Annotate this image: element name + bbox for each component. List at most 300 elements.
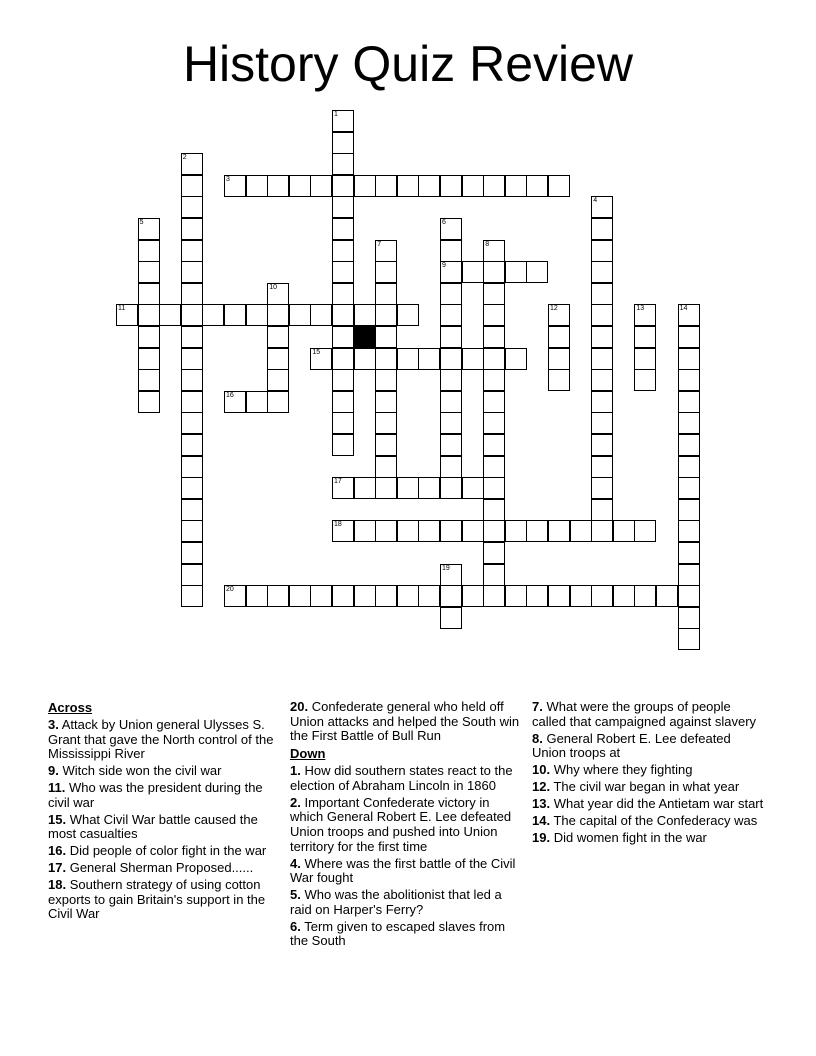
grid-cell[interactable] [678, 585, 700, 607]
clue-item [48, 844, 284, 859]
clue-number: 2 [182, 154, 187, 162]
across-clue-list-continued [290, 700, 526, 744]
grid-cell[interactable] [418, 175, 440, 197]
grid-cell[interactable] [634, 520, 656, 542]
clue-number: 14 [679, 305, 688, 313]
grid-cell[interactable] [570, 520, 592, 542]
grid-cell[interactable] [440, 304, 462, 326]
grid-cell[interactable] [656, 585, 678, 607]
grid-cell[interactable] [483, 369, 505, 391]
grid-cell[interactable] [332, 412, 354, 434]
down-clue-list [290, 764, 526, 949]
clue-item [48, 861, 284, 876]
clue-item-number: 13. [532, 796, 551, 812]
grid-cell[interactable] [440, 607, 462, 629]
clue-item [290, 796, 526, 854]
grid-cell[interactable] [591, 348, 613, 370]
grid-cell[interactable] [678, 304, 700, 326]
grid-cell[interactable] [483, 283, 505, 305]
grid-cell[interactable] [224, 304, 246, 326]
grid-cell[interactable] [483, 412, 505, 434]
grid-cell[interactable] [548, 348, 570, 370]
grid-cell[interactable] [591, 456, 613, 478]
clue-item-text: How did southern states react to the election of Abraham Lincoln in 1860 [290, 763, 513, 793]
grid-cell[interactable] [483, 326, 505, 348]
clue-item-number: 14. [532, 813, 551, 829]
clue-item-number: 7. [532, 699, 543, 714]
clue-item [290, 920, 526, 949]
grid-cell[interactable] [634, 326, 656, 348]
grid-cell[interactable] [310, 175, 332, 197]
clue-item-text: Term given to escaped slaves from the South [290, 918, 506, 949]
grid-cell[interactable] [267, 326, 289, 348]
grid-cell[interactable] [375, 348, 397, 370]
clue-item-number: 5. [290, 887, 301, 903]
grid-cell[interactable] [483, 520, 505, 542]
clue-number: 12 [550, 305, 558, 313]
grid-cell[interactable] [181, 304, 203, 326]
black-cell [354, 326, 376, 348]
grid-cell[interactable] [181, 369, 203, 391]
grid-cell[interactable] [181, 520, 203, 542]
grid-cell[interactable] [678, 369, 700, 391]
grid-cell[interactable] [440, 585, 462, 607]
grid-cell[interactable] [613, 520, 635, 542]
grid-cell[interactable] [310, 304, 332, 326]
across-clue-list [48, 718, 284, 922]
clue-item-number: 4. [290, 855, 301, 871]
grid-cell[interactable] [526, 520, 548, 542]
clue-number: 11 [118, 305, 126, 313]
grid-cell[interactable] [224, 585, 246, 607]
clue-item-text: Where was the first battle of the Civil War fought [290, 855, 516, 886]
clue-number: 13 [636, 305, 645, 313]
grid-cell[interactable] [397, 348, 419, 370]
clues-column-3 [532, 700, 768, 848]
grid-cell[interactable] [224, 175, 246, 197]
grid-cell[interactable] [526, 261, 548, 283]
grid-cell[interactable] [678, 564, 700, 586]
grid-cell[interactable] [138, 283, 160, 305]
grid-cell[interactable] [591, 477, 613, 499]
clue-item-number: 18. [48, 877, 67, 893]
grid-cell[interactable] [634, 585, 656, 607]
grid-cell[interactable] [483, 499, 505, 521]
clue-item [48, 718, 284, 762]
grid-cell[interactable] [375, 240, 397, 262]
grid-cell[interactable] [678, 391, 700, 413]
grid-cell[interactable] [375, 391, 397, 413]
clue-item [532, 732, 768, 761]
grid-cell[interactable] [591, 326, 613, 348]
clue-item-number: 20. [290, 699, 309, 714]
grid-cell[interactable] [418, 348, 440, 370]
clue-item-number: 10. [532, 762, 551, 778]
grid-cell[interactable] [332, 520, 354, 542]
grid-cell[interactable] [181, 326, 203, 348]
grid-cell[interactable] [591, 585, 613, 607]
grid-cell[interactable] [375, 304, 397, 326]
grid-cell[interactable] [440, 477, 462, 499]
grid-cell[interactable] [440, 218, 462, 240]
grid-cell[interactable] [246, 391, 268, 413]
grid-cell[interactable] [332, 477, 354, 499]
grid-cell[interactable] [418, 477, 440, 499]
grid-cell[interactable] [548, 304, 570, 326]
grid-cell[interactable] [310, 585, 332, 607]
grid-cell[interactable] [375, 175, 397, 197]
grid-cell[interactable] [591, 499, 613, 521]
grid-cell[interactable] [354, 585, 376, 607]
grid-cell[interactable] [375, 326, 397, 348]
clue-number: 15 [312, 348, 321, 356]
grid-cell[interactable] [267, 369, 289, 391]
clue-item-text: Witch side won the civil war [62, 763, 222, 779]
grid-cell[interactable] [397, 304, 419, 326]
grid-cell[interactable] [181, 542, 203, 564]
grid-cell[interactable] [462, 261, 484, 283]
grid-cell[interactable] [138, 348, 160, 370]
clue-item-text: General Sherman Proposed...... [69, 860, 254, 876]
grid-cell[interactable] [526, 585, 548, 607]
grid-cell[interactable] [181, 412, 203, 434]
clue-number: 3 [226, 175, 230, 183]
clue-item [290, 764, 526, 793]
clue-number: 10 [269, 283, 277, 291]
grid-cell[interactable] [483, 240, 505, 262]
clue-item [48, 878, 284, 922]
grid-cell[interactable] [591, 196, 613, 218]
clue-number: 17 [334, 478, 342, 486]
grid-cell[interactable] [678, 607, 700, 629]
clue-number: 19 [442, 564, 450, 572]
grid-cell[interactable] [418, 520, 440, 542]
grid-cell[interactable] [678, 456, 700, 478]
grid-cell[interactable] [570, 585, 592, 607]
grid-cell[interactable] [332, 369, 354, 391]
grid-cell[interactable] [246, 175, 268, 197]
grid-cell[interactable] [678, 326, 700, 348]
grid-cell[interactable] [332, 153, 354, 175]
clue-item-number: 9. [48, 763, 59, 779]
grid-cell[interactable] [354, 477, 376, 499]
clue-item [532, 700, 768, 729]
grid-cell[interactable] [397, 175, 419, 197]
grid-cell[interactable] [440, 412, 462, 434]
clue-item [290, 888, 526, 917]
clue-item-text: Who was the abolitionist that led a raid on Harper's Ferry? [290, 887, 502, 917]
grid-cell[interactable] [181, 175, 203, 197]
clue-item-number: 15. [48, 811, 67, 827]
grid-cell[interactable] [678, 348, 700, 370]
clue-number: 1 [334, 111, 338, 118]
grid-cell[interactable] [678, 542, 700, 564]
grid-cell[interactable] [440, 391, 462, 413]
clue-item-number: 3. [48, 717, 59, 732]
grid-cell[interactable] [483, 391, 505, 413]
grid-cell[interactable] [505, 348, 527, 370]
grid-cell[interactable] [375, 434, 397, 456]
grid-cell[interactable] [181, 499, 203, 521]
grid-cell[interactable] [440, 326, 462, 348]
grid-cell[interactable] [375, 585, 397, 607]
grid-cell[interactable] [440, 564, 462, 586]
grid-cell[interactable] [332, 175, 354, 197]
grid-cell[interactable] [332, 110, 354, 132]
grid-cell[interactable] [591, 412, 613, 434]
clue-item-number: 17. [48, 860, 67, 876]
grid-cell[interactable] [332, 434, 354, 456]
clue-item [290, 700, 526, 744]
grid-cell[interactable] [591, 369, 613, 391]
clue-item-text: Who was the president during the civil war [48, 780, 263, 810]
grid-cell[interactable] [224, 391, 246, 413]
grid-cell[interactable] [440, 175, 462, 197]
grid-cell[interactable] [181, 348, 203, 370]
grid-cell[interactable] [267, 175, 289, 197]
grid-cell[interactable] [332, 326, 354, 348]
grid-cell[interactable] [505, 520, 527, 542]
clue-number: 18 [334, 521, 342, 529]
grid-cell[interactable] [116, 304, 138, 326]
grid-cell[interactable] [332, 585, 354, 607]
grid-cell[interactable] [138, 369, 160, 391]
clue-item-number: 6. [290, 918, 301, 934]
clue-number: 6 [442, 219, 446, 226]
clue-item [532, 780, 768, 795]
grid-cell[interactable] [375, 261, 397, 283]
grid-cell[interactable] [483, 477, 505, 499]
grid-cell[interactable] [375, 477, 397, 499]
clue-item-text: Important Confederate victory in which General Robert E. Lee defeated Union troops and pushed into Union territory for the first time [290, 794, 512, 854]
grid-cell[interactable] [678, 477, 700, 499]
clue-item [290, 857, 526, 886]
grid-cell[interactable] [375, 520, 397, 542]
clue-number: 5 [139, 219, 144, 226]
grid-cell[interactable] [332, 391, 354, 413]
grid-cell[interactable] [181, 434, 203, 456]
grid-cell[interactable] [591, 283, 613, 305]
grid-cell[interactable] [678, 520, 700, 542]
grid-cell[interactable] [267, 348, 289, 370]
clue-item [48, 764, 284, 779]
grid-cell[interactable] [181, 196, 203, 218]
clue-item-text: Southern strategy of using cotton exports to gain Britain's support in the Civil War [48, 877, 266, 922]
grid-cell[interactable] [138, 304, 160, 326]
clue-item-text: What were the groups of people called that campaigned against slavery [532, 699, 757, 729]
grid-cell[interactable] [591, 240, 613, 262]
grid-cell[interactable] [440, 434, 462, 456]
grid-cell[interactable] [548, 520, 570, 542]
clue-item-text: The civil war began in what year [553, 779, 740, 795]
grid-cell[interactable] [483, 304, 505, 326]
grid-cell[interactable] [267, 391, 289, 413]
clue-item [48, 781, 284, 810]
grid-cell[interactable] [397, 477, 419, 499]
clue-item-text: General Robert E. Lee defeated Union troops at [532, 730, 731, 761]
grid-cell[interactable] [483, 564, 505, 586]
across-heading: Across [48, 700, 93, 715]
clue-item-text: What Civil War battle caused the most casualties [48, 811, 258, 842]
grid-cell[interactable] [440, 456, 462, 478]
grid-cell[interactable] [483, 542, 505, 564]
grid-cell[interactable] [310, 348, 332, 370]
grid-cell[interactable] [678, 499, 700, 521]
clue-item-text: Confederate general who held off Union attacks and helped the South win the First Battle of Bull Run [290, 699, 520, 744]
grid-cell[interactable] [634, 348, 656, 370]
grid-cell[interactable] [505, 175, 527, 197]
clue-number: 20 [226, 586, 234, 594]
grid-cell[interactable] [397, 585, 419, 607]
grid-cell[interactable] [591, 304, 613, 326]
grid-cell[interactable] [462, 585, 484, 607]
clue-number: 8 [485, 240, 490, 248]
grid-cell[interactable] [634, 369, 656, 391]
grid-cell[interactable] [181, 240, 203, 262]
grid-cell[interactable] [375, 283, 397, 305]
grid-cell[interactable] [375, 456, 397, 478]
grid-cell[interactable] [181, 391, 203, 413]
grid-cell[interactable] [440, 283, 462, 305]
grid-cell[interactable] [591, 218, 613, 240]
grid-cell[interactable] [138, 240, 160, 262]
grid-cell[interactable] [332, 283, 354, 305]
grid-cell[interactable] [375, 369, 397, 391]
clue-item-text: The capital of the Confederacy was [553, 813, 758, 829]
grid-cell[interactable] [591, 520, 613, 542]
grid-cell[interactable] [548, 585, 570, 607]
grid-cell[interactable] [526, 175, 548, 197]
grid-cell[interactable] [548, 369, 570, 391]
grid-cell[interactable] [505, 585, 527, 607]
grid-cell[interactable] [483, 175, 505, 197]
grid-cell[interactable] [483, 585, 505, 607]
grid-cell[interactable] [138, 326, 160, 348]
grid-cell[interactable] [483, 348, 505, 370]
grid-cell[interactable] [332, 240, 354, 262]
clue-item-number: 2. [290, 794, 301, 810]
grid-cell[interactable] [483, 261, 505, 283]
grid-cell[interactable] [591, 261, 613, 283]
grid-cell[interactable] [440, 348, 462, 370]
clues-column-2 [290, 700, 526, 951]
grid-cell[interactable] [289, 585, 311, 607]
grid-cell[interactable] [181, 585, 203, 607]
grid-cell[interactable] [246, 585, 268, 607]
grid-cell[interactable] [462, 520, 484, 542]
grid-cell[interactable] [354, 175, 376, 197]
clue-item-number: 19. [532, 830, 551, 846]
grid-cell[interactable] [267, 304, 289, 326]
clue-item [532, 831, 768, 846]
clue-item [532, 797, 768, 812]
grid-cell[interactable] [418, 585, 440, 607]
grid-cell[interactable] [138, 218, 160, 240]
grid-cell[interactable] [332, 218, 354, 240]
grid-cell[interactable] [462, 175, 484, 197]
grid-cell[interactable] [548, 175, 570, 197]
down-heading: Down [290, 746, 326, 762]
grid-cell[interactable] [483, 456, 505, 478]
grid-cell[interactable] [289, 304, 311, 326]
grid-cell[interactable] [440, 261, 462, 283]
clue-item-text: Did people of color fight in the war [69, 843, 267, 859]
clue-item-number: 16. [48, 843, 67, 859]
grid-cell[interactable] [138, 261, 160, 283]
grid-cell[interactable] [591, 434, 613, 456]
grid-cell[interactable] [289, 175, 311, 197]
grid-cell[interactable] [462, 477, 484, 499]
clue-item [532, 814, 768, 829]
grid-cell[interactable] [181, 456, 203, 478]
grid-cell[interactable] [332, 261, 354, 283]
grid-cell[interactable] [678, 434, 700, 456]
grid-cell[interactable] [181, 477, 203, 499]
grid-cell[interactable] [181, 261, 203, 283]
grid-cell[interactable] [678, 412, 700, 434]
clue-item-number: 8. [532, 730, 543, 746]
clue-item-number: 12. [532, 779, 551, 795]
clue-item-text: What year did the Antietam war start [553, 796, 764, 812]
grid-cell[interactable] [332, 304, 354, 326]
clue-number: 7 [377, 240, 382, 248]
grid-cell[interactable] [138, 391, 160, 413]
grid-cell[interactable] [246, 304, 268, 326]
clue-item-number: 1. [290, 763, 301, 779]
grid-cell[interactable] [332, 132, 354, 154]
grid-cell[interactable] [613, 585, 635, 607]
grid-cell[interactable] [267, 585, 289, 607]
grid-cell[interactable] [375, 412, 397, 434]
grid-cell[interactable] [181, 283, 203, 305]
grid-cell[interactable] [548, 326, 570, 348]
clue-item [48, 813, 284, 842]
grid-cell[interactable] [332, 348, 354, 370]
clue-number: 9 [442, 262, 446, 270]
grid-cell[interactable] [202, 304, 224, 326]
clue-item-text: Attack by Union general Ulysses S. Grant that gave the North control of the Mississippi River [48, 717, 274, 762]
grid-cell[interactable] [181, 564, 203, 586]
grid-cell[interactable] [332, 196, 354, 218]
grid-cell[interactable] [267, 283, 289, 305]
grid-cell[interactable] [634, 304, 656, 326]
clues-column-1 [48, 700, 284, 924]
grid-cell[interactable] [354, 304, 376, 326]
grid-cell[interactable] [440, 240, 462, 262]
clue-item-text: Did women fight in the war [553, 830, 707, 846]
clue-item-number: 11. [48, 780, 66, 796]
grid-cell[interactable] [678, 628, 700, 650]
grid-cell[interactable] [483, 434, 505, 456]
grid-cell[interactable] [505, 261, 527, 283]
grid-cell[interactable] [462, 348, 484, 370]
down-clue-list-continued [532, 700, 768, 846]
clue-number: 4 [593, 197, 598, 205]
clue-number: 16 [226, 391, 234, 399]
clue-item-text: Why where they fighting [553, 762, 693, 778]
grid-cell[interactable] [354, 520, 376, 542]
grid-cell[interactable] [159, 304, 181, 326]
grid-cell[interactable] [440, 520, 462, 542]
grid-cell[interactable] [591, 391, 613, 413]
clue-item [532, 763, 768, 778]
grid-cell[interactable] [397, 520, 419, 542]
page-title: History Quiz Review [182, 36, 634, 92]
grid-cell[interactable] [354, 348, 376, 370]
grid-cell[interactable] [181, 218, 203, 240]
grid-cell[interactable] [440, 369, 462, 391]
grid-cell[interactable] [181, 153, 203, 175]
